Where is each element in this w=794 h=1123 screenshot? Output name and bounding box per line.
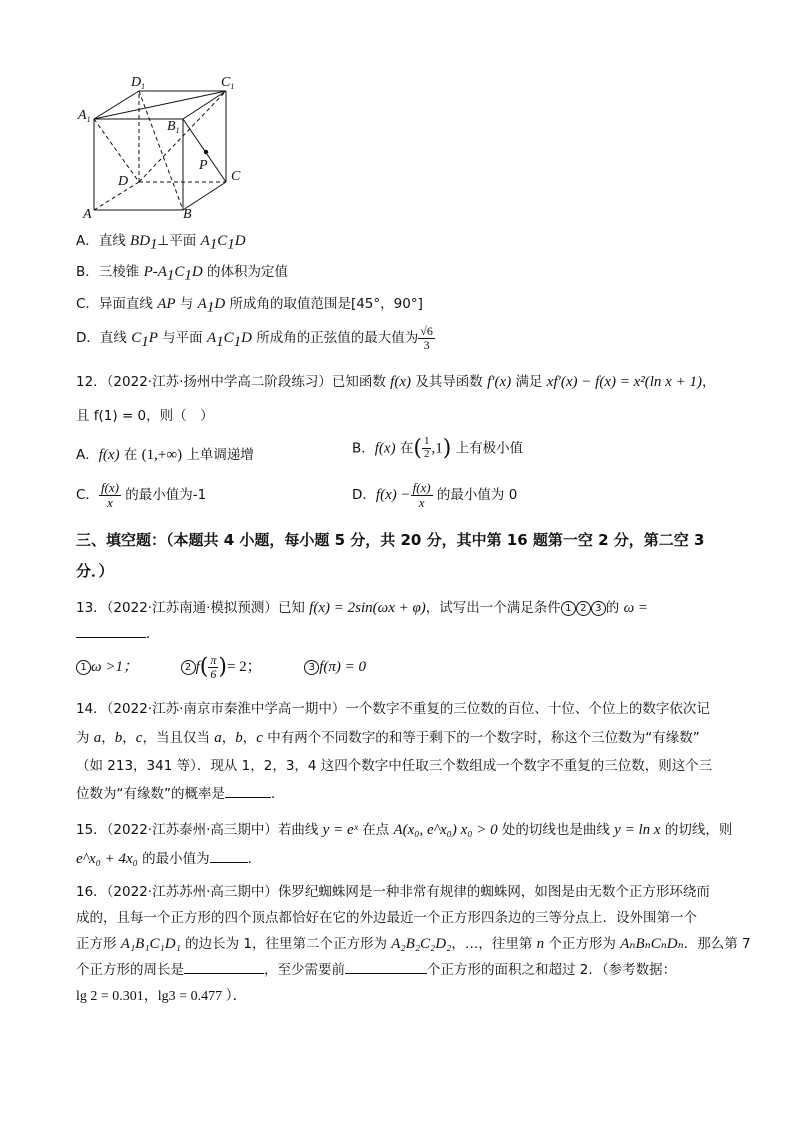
q12-option-b: B．f(x) 在( $\frac{1}{2}$ ,1) 上有极小值 <box>352 435 524 461</box>
label-d: D <box>118 174 129 189</box>
q16-blank-1[interactable] <box>184 959 264 974</box>
q11-option-d: D．直线 $C_1P$ 与平面 $A_1C_1D$ 所成角的正弦值的最大值为 $\frac{√6}{3}$ <box>76 324 433 352</box>
q13-blank[interactable] <box>76 623 146 638</box>
label-b1: $B_1$ <box>167 119 180 135</box>
q11-option-c: C．异面直线 AP 与 $A_1D$ 所成角的取值范围是[45°，90°] <box>76 296 423 316</box>
diag-a1-c1 <box>94 91 226 119</box>
label-b: B <box>183 207 192 222</box>
label-c1: $C_1$ <box>221 75 235 91</box>
q14-line1: 14．（2022·江苏·南京市秦淮中学高一期中）一个数字不重复的三位数的百位、十位、个位上的数字依次记 <box>76 701 710 717</box>
q12-option-a: A．f(x) 在 (1,+∞) 上单调递增 <box>76 447 254 463</box>
section-3-heading-line1: 三、填空题：（本题共 4 小题，每小题 5 分，共 20 分，其中第 16 题第一空 2 分，第二空 3 <box>76 531 705 549</box>
q12-stem-line2: 且 f(1) = 0，则（ ） <box>76 408 214 424</box>
q15-line1: 15．（2022·江苏泰州·高三期中）若曲线 y = eˣ 在点 A(x₀, e^x₀) x₀ > 0 处的切线也是曲线 y = ln x 的切线，则 <box>76 822 733 838</box>
q13-conditions: 1 ω >1； 2 f( $\frac{\pi}{6}$ )= 2； 3 f(π) = 0 <box>76 654 366 680</box>
label-a1: $A_1$ <box>78 108 91 124</box>
diag-d1-b <box>139 91 183 210</box>
cube-figure <box>75 72 255 222</box>
q13-answer-line: ． <box>76 622 160 642</box>
label-a: A <box>83 207 92 222</box>
q15-blank[interactable] <box>210 848 248 863</box>
q16-line2: 成的，且每一个正方形的四个顶点都恰好在它的外边最近一个正方形四条边的三等分点上．设外围第一个 <box>76 910 697 926</box>
q15-line2: e^x₀ + 4x₀ 的最小值为 ． <box>76 847 261 868</box>
q12-option-c: C． $\frac{f(x)}{x}$ 的最小值为-1 <box>76 480 207 510</box>
edge-a-d <box>94 182 139 210</box>
q14-blank[interactable] <box>225 783 271 798</box>
q14-line3: （如 213，341 等）．现从 1，2，3，4 这四个数字中任取三个数组成一个数字不重复的三位数，则这个三 <box>76 758 713 774</box>
edge-a1-d1 <box>94 91 139 119</box>
q16-line1: 16．（2022·江苏苏州·高三期中）侏罗纪蜘蛛网是一种非常有规律的蜘蛛网，如图是由无数个正方形环绕而 <box>76 884 710 900</box>
q16-line3: 正方形 A₁B₁C₁D₁ 的边长为 1，往里第二个正方形为 A₂B₂C₂D₂，…，往里第 n 个正方形为 AₙBₙCₙDₙ．那么第 7 <box>76 936 751 952</box>
edge-b-c <box>183 182 226 210</box>
fraction-sqrt6-over-3: $\frac{√6}{3}$ <box>420 324 433 352</box>
q16-line4: 个正方形的周长是 ，至少需要前 个正方形的面积之和超过 2．（参考数据： <box>76 958 676 978</box>
label-c: C <box>231 169 241 184</box>
q14-line4: 位数为“有缘数”的概率是 ． <box>76 782 285 802</box>
label-d1: $D_1$ <box>131 75 146 91</box>
q12-option-d: D．f(x) − $\frac{f(x)}{x}$ 的最小值为 0 <box>352 480 518 510</box>
point-p <box>204 150 208 154</box>
diag-a1-d <box>94 119 139 182</box>
q11-option-b: B．三棱锥 $P-A_1C_1D$ 的体积为定值 <box>76 264 289 284</box>
q11-option-a: A．直线 $BD_1\perp$平面 $A_1C_1D$ <box>76 233 246 253</box>
label-p: P <box>199 158 208 173</box>
q12-stem-line1: 12．（2022·江苏·扬州中学高二阶段练习）已知函数 f(x) 及其导函数 f′(x) 满足 xf′(x) − f(x) = x²(ln x + 1)， <box>76 374 716 390</box>
section-3-heading-line2: 分．） <box>76 562 114 580</box>
q14-line2: 为 a，b，c，当且仅当 a，b，c 中有两个不同数字的和等于剩下的一个数字时，称这个三位数为“有缘数” <box>76 730 700 746</box>
q13-stem: 13．（2022·江苏南通·模拟预测）已知 f(x) = 2sin(ωx + φ)，试写出一个满足条件 1 2 3 的 ω = <box>76 600 649 616</box>
q16-blank-2[interactable] <box>345 959 427 974</box>
q16-line5: lg 2 = 0.301，lg3 = 0.477 ）． <box>76 989 247 1004</box>
